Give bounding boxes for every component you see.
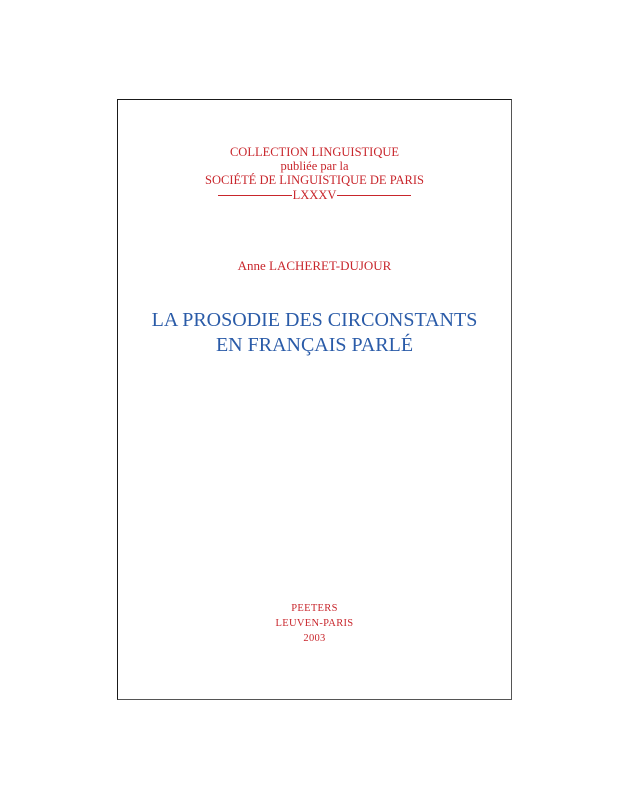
book-cover xyxy=(117,99,512,700)
publisher-block xyxy=(118,601,511,646)
series-publisher-note: publiée par la xyxy=(280,159,349,173)
title-line-2: EN FRANÇAIS PARLÉ xyxy=(215,334,414,356)
publisher-name: PEETERS xyxy=(291,603,338,614)
publication-year: 2003 xyxy=(303,633,326,644)
series-name: COLLECTION LINGUISTIQUE xyxy=(229,145,400,159)
book-title xyxy=(118,308,511,358)
publisher-place: LEUVEN-PARIS xyxy=(275,618,354,629)
title-line-1: LA PROSODIE DES CIRCONSTANTS xyxy=(151,309,478,331)
author-name: Anne LACHERET-DUJOUR xyxy=(237,258,392,273)
rule-left xyxy=(218,195,292,196)
volume-number: LXXXV xyxy=(292,188,337,202)
volume-rule xyxy=(118,188,511,202)
series-block xyxy=(118,145,511,202)
rule-right xyxy=(337,195,411,196)
society-name: SOCIÉTÉ DE LINGUISTIQUE DE PARIS xyxy=(205,173,424,187)
